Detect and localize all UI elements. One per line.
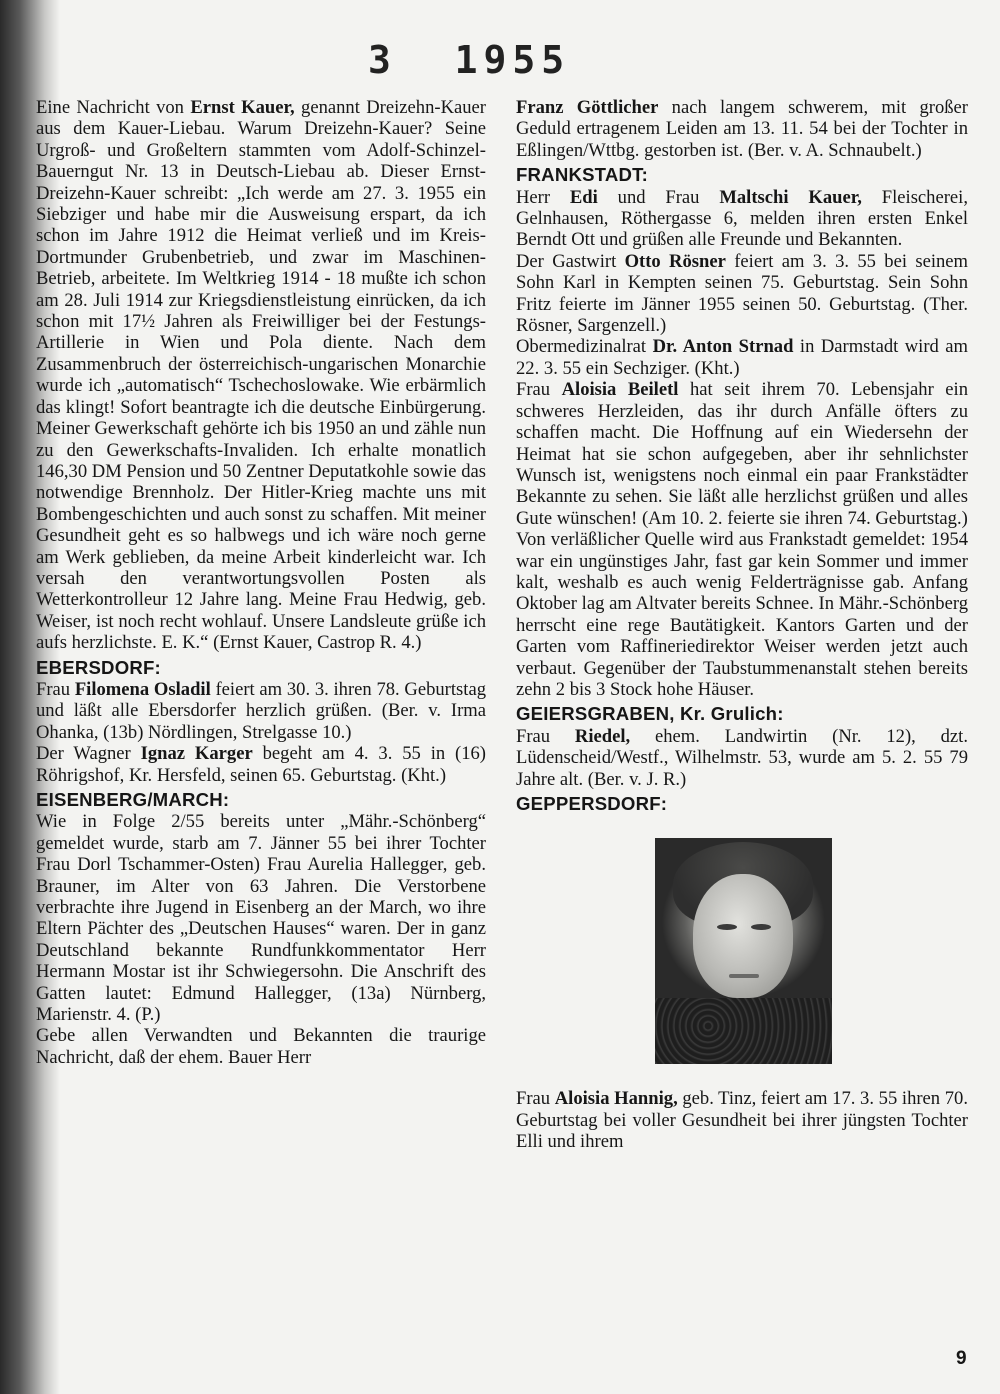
person-name: Edi — [569, 186, 598, 208]
photo-caption-hannig: Frau Aloisia Hannig, geb. Tinz, feiert am 17. 3. 55 ihren 70. Geburtstag bei voller Gesundheit bei ihrer jüngsten Tochter Elli und ihrem — [516, 1088, 968, 1153]
person-name: Otto Rösner — [624, 250, 726, 272]
person-name: Ignaz Karger — [140, 743, 253, 765]
person-name: Aloisia Hannig, — [554, 1088, 678, 1110]
article-death-notice: Gebe allen Verwandten und Bekannten die traurige Nachricht, daß der ehem. Bauer Herr — [36, 1025, 486, 1068]
person-name: Franz Göttlicher — [516, 97, 659, 118]
article-kauer-couple: Herr Edi und Frau Maltschi Kauer, Fleischerei, Gelnhausen, Röthergasse 6, melden ihren ersten Enkel Berndt Ott und grüßen alle Freunde und Bekannten. — [516, 186, 968, 251]
article-beiletl: Frau Aloisia Beiletl hat seit ihrem 70. Lebensjahr ein schweres Herzleiden, das ihr durch Anfälle öfters zu schaffen macht. Die Hoffnung auf ein Wiedersehn der Heimat hat sie schon aufgegeben, aber ihr sehnlichster Wunsch ist, wenigstens noch einmal ein paar Frankstädter Bekannte zu sehen. Sie läßt alle herzlichst grüßen und alles Gute wünschen! (Am 10. 2. feierte sie ihren 74. Geburtstag.) — [516, 379, 968, 529]
article-karger: Der Wagner Ignaz Karger begeht am 4. 3. 55 in (16) Röhrigshof, Kr. Hersfeld, seinen 65. Geburtstag. (Kht.) — [36, 743, 486, 786]
person-name: Riedel, — [574, 725, 631, 747]
section-heading-geppersdorf: GEPPERSDORF: — [516, 793, 668, 814]
article-osladil: Frau Filomena Osladil feiert am 30. 3. ihren 78. Geburtstag und läßt alle Ebersdorfer herzlich grüßen. (Ber. v. Irma Ohanka, (13b) Nördlingen, Strelgasse 10.) — [36, 678, 486, 743]
article-kauer-letter: Eine Nachricht von Ernst Kauer, genannt Dreizehn-Kauer aus dem Kauer-Liebau. Warum Dreizehn-Kauer? Seine Urgroß- und Großeltern stammten vom Adolf-Schinzel-Bauerngut Nr. 13 in Deutsch-Liebau ab. Dieser Ernst-Dreizehn-Kauer schreibt: „Ich werde am 27. 3. 1955 ein Siebziger und habe mir die Ausweisung erspart, da ich schon im Jahre 1912 die Heimat verließ und im Kreis-Dortmunder Grubenbetrieb, und zwar im Maschinen-Betrieb, arbeitete. Im Weltkrieg 1914 - 18 mußte ich schon am 28. Juli 1914 zur Kriegsdienstleistung einrücken, da ich schon mit 17½ Jahren als Freiwilliger bei der Festungs-Artillerie in Wien und Pola diente. Nach dem Zusammenbruch der österreichisch-ungarischen Monarchie wurde ich „automatisch“ Tschechoslowake. Wie erbärmlich das klingt! Sofort beantragte ich die deutsche Einbürgerung. Meiner Gewerkschaft gehörte ich bis 1950 an und zähle nun zu den Gewerkschafts-Invaliden. Ich erhalte monatlich 146,30 DM Pension und 50 Zentner Deputatkohle sowie das notwendige Brennholz. Der Hitler-Krieg machte uns mit Bombengeschichten und auch sonst zu schaffen. Mit meiner Gesundheit geht es so halbwegs und ich wäre noch gerne am Werk geblieben, da meine Arbeit kinderleicht war. Ich versah den verantwortungsvollen Posten als Wetterkontrolleur 12 Jahre lang. Meine Frau Hedwig, geb. Weiser, ist noch recht wohlauf. Unsere Landsleute grüße ich aufs herzlichste. E. K.“ (Ernst Kauer, Castrop R. 4.) — [36, 97, 486, 654]
section-heading-frankstadt: FRANKSTADT: — [516, 164, 648, 186]
issue-number: 3 1955 — [368, 38, 571, 82]
person-name: Maltschi Kauer, — [719, 186, 862, 208]
article-goettlicher: Franz Göttlicher nach langem schwerem, mit großer Geduld ertragenem Leiden am 13. 11. 54 bei der Tochter in Eßlingen/Wttbg. gestorben ist. (Ber. v. A. Schnaubelt.) — [516, 97, 968, 161]
person-name: Dr. Anton Strnad — [652, 336, 794, 358]
person-name: Filomena Osladil — [74, 678, 211, 700]
article-strnad: Obermedizinalrat Dr. Anton Strnad in Darmstadt wird am 22. 3. 55 ein Sechziger. (Kht.) — [516, 336, 969, 379]
section-heading-ebersdorf: EBERSDORF: — [36, 656, 161, 678]
article-roesner: Der Gastwirt Otto Rösner feiert am 3. 3. 55 bei seinem Sohn Karl in Kempten seinen 75. Geburtstag. Sein Sohn Fritz feierte im Jänner 1955 seinen 50. Geburtstag. (Ther. Rösner, Sargenzell.) — [516, 250, 968, 337]
portrait-photo — [655, 838, 832, 1064]
person-name: Aloisia Beiletl — [561, 379, 679, 401]
left-column — [36, 97, 486, 1068]
person-name: Ernst Kauer, — [190, 97, 295, 118]
section-heading-eisenberg: EISENBERG/MARCH: — [36, 789, 230, 810]
page-number: 9 — [956, 1348, 967, 1369]
section-heading-geiersgraben: GEIERSGRABEN, Kr. Grulich: — [516, 703, 784, 725]
article-hallegger: Wie in Folge 2/55 bereits unter „Mähr.-Schönberg“ gemeldet wurde, starb am 7. Jänner 55 bei ihrer Tochter Frau Dorl Tschammer-Osten) Frau Aurelia Hallegger, geb. Brauner, im Alter von 63 Jahren. Die Verstorbene verbrachte ihre Jugend in Eisenberg an der March, wo ihre Eltern Pächter des „Deutschen Hauses“ waren. Der in ganz Deutschland bekannte Rundfunkkommentator Herr Hermann Mostar ist ihr Schwiegersohn. Die Anschrift des Gatten lautet: Edmund Hallegger, (13a) Nürnberg, Marienstr. 4. (P.) — [36, 811, 486, 1026]
article-weather-report: Von verläßlicher Quelle wird aus Frankstadt gemeldet: 1954 war ein ungünstiges Jahr, fast gar kein Sommer und immer kalt, weshalb es auch wenig Felderträgnisse gab. Anfang Oktober lag am Altvater bereits Schnee. In Mähr.-Schönberg herrscht eine rege Bautätigkeit. Kantors Garten und der Garten vom Raffineriedirektor Weiser werden jetzt auch verbaut. Gegenüber der Taubstummenanstalt stehen bereits zehn 2 bis 3 Stock hohe Häuser. — [516, 529, 968, 700]
article-riedel: Frau Riedel, ehem. Landwirtin (Nr. 12), dzt. Lüdenscheid/Westf., Wilhelmstr. 53, wurde am 5. 2. 55 79 Jahre alt. (Ber. v. J. R.) — [516, 725, 968, 790]
right-column — [516, 97, 968, 1153]
